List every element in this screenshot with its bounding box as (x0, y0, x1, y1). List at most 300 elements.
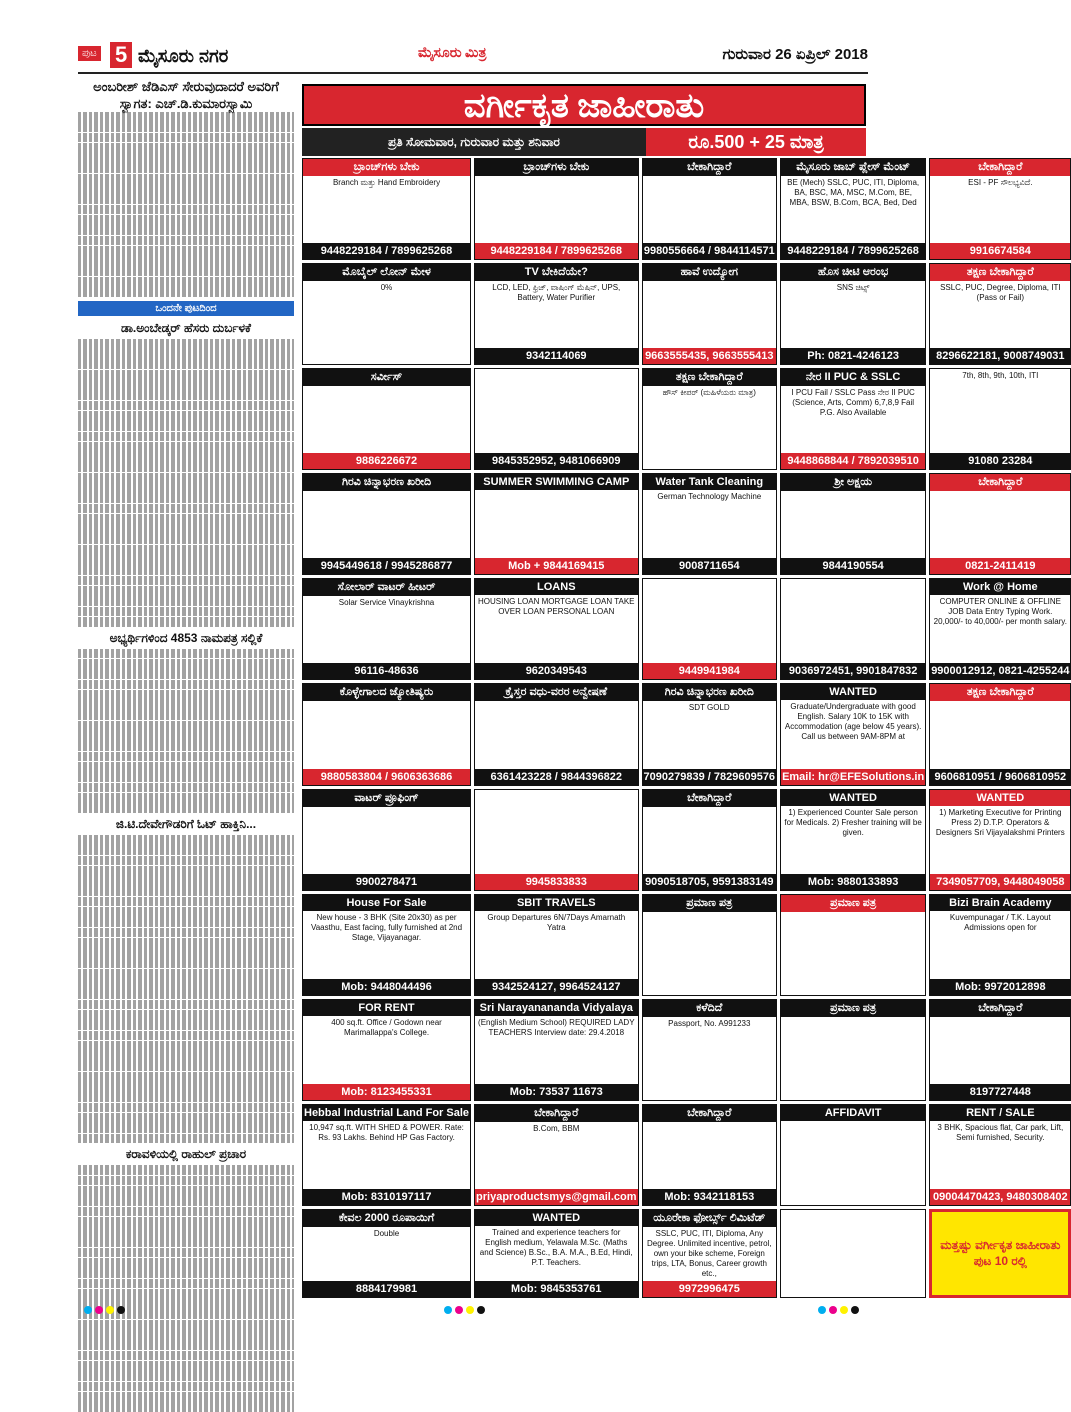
ad-title: TV ಬೇಕಿದೆಯೇ? (475, 264, 638, 281)
ad-body (643, 1122, 777, 1189)
ad-contact: Mob: 9448044496 (303, 979, 470, 995)
classified-ad (642, 368, 778, 470)
article-text-line (78, 783, 294, 793)
ad-body (930, 1017, 1070, 1084)
article-text-line (78, 359, 294, 369)
ad-contact: 8197727448 (930, 1084, 1070, 1100)
ad-body (643, 579, 777, 663)
article-text-line (78, 483, 294, 493)
ad-contact: Mob: 9342118153 (643, 1189, 777, 1205)
ad-title: WANTED (781, 684, 925, 700)
ad-body: Double (373, 1228, 400, 1238)
ad-contact: Mob: 9972012898 (930, 979, 1070, 995)
ad-title: Water Tank Cleaning (643, 474, 777, 490)
ad-body (643, 176, 777, 243)
ad-contact: Mob + 9844169415 (475, 558, 638, 574)
classified-ad (302, 999, 471, 1101)
ad-contact: 09004470423, 9480308402 (930, 1189, 1070, 1205)
ad-title: ವಾಟರ್ ಪ್ರೂಫಿಂಗ್ (303, 790, 470, 807)
article-text-line (78, 1361, 294, 1371)
article-text-line (78, 969, 294, 979)
ad-contact: 9945833833 (475, 874, 638, 890)
article-text-line (78, 1371, 294, 1381)
article-text-line (78, 411, 294, 421)
ad-contact: 9448229184 / 7899625268 (781, 243, 925, 259)
article-text-line (78, 803, 294, 813)
article-text-line (78, 545, 294, 555)
article-text-line (78, 710, 294, 720)
ad-title: ಹೊಸ ಚೀಟಿ ಆರಂಭ (781, 264, 925, 281)
continued-from-front-label: ಒಂದನೇ ಪುಟದಿಂದ (78, 301, 294, 316)
ad-title: House For Sale (303, 895, 470, 911)
classified-ad (302, 683, 471, 785)
ad-body: (English Medium School) REQUIRED LADY TEACHERS Interview date: 29.4.2018 (478, 1017, 635, 1037)
article-text-line (78, 462, 294, 472)
ad-contact: priyaproductsmys@gmail.com (476, 1190, 637, 1203)
article-text-line (78, 287, 294, 297)
ad-title: ನೇರ II PUC & SSLC (781, 369, 925, 386)
classifieds-title: ವರ್ಗೀಕೃತ ಜಾಹೀರಾತು (302, 84, 866, 126)
article-text-line (78, 225, 294, 235)
page-badge: ಪುಟ (78, 46, 101, 61)
ad-contact: 8884179981 (303, 1281, 470, 1297)
classified-ad (302, 1104, 471, 1206)
ad-title: Work @ Home (930, 579, 1070, 595)
ad-contact: Mob: 9880133893 (781, 874, 925, 890)
article-text-line (78, 266, 294, 276)
article-text-line (78, 948, 294, 958)
ad-body: German Technology Machine (657, 492, 762, 502)
article-text-line (78, 1279, 294, 1289)
article-text-line (78, 741, 294, 751)
ad-body (781, 912, 925, 995)
ad-title: ಕ್ರೈಸ್ತರ ವಧು-ವರರ ಅನ್ವೇಷಣೆ (475, 684, 638, 701)
ad-contact: Mob: 73537 11673 (475, 1084, 638, 1100)
classified-ad (929, 578, 1071, 680)
article-text-line (78, 163, 294, 173)
ad-title: ಬ್ರಾಂಚ್‌ಗಳು ಬೇಕು (475, 159, 638, 176)
ad-title: ಮೈಸೂರು ಜಾಬ್ ಪ್ಲೇಸ್ ಮೆಂಟ್ (781, 159, 925, 176)
ad-body: SDT GOLD (688, 703, 730, 713)
ad-contact: 9972996475 (643, 1281, 777, 1297)
article-text-line (78, 194, 294, 204)
ad-title: ಶ್ರೀ ಅಕ್ಷಯ (781, 474, 925, 491)
ad-body (930, 491, 1070, 558)
article-text-line (78, 1092, 294, 1102)
article-text-line (78, 752, 294, 762)
article-text-line (78, 277, 294, 287)
ad-contact: 9900012912, 0821-4255244 (931, 665, 1070, 678)
article-text-line (78, 442, 294, 452)
ad-title: WANTED (781, 790, 925, 806)
classified-ad (780, 578, 926, 680)
ad-title: ಗಿರವಿ ಚಿನ್ನಾಭರಣ ಖರೀದಿ (303, 474, 470, 491)
classified-ad (780, 158, 926, 260)
article-text-line (78, 524, 294, 534)
classified-ad (474, 683, 639, 785)
article-text-line (78, 143, 294, 153)
article-text-line (78, 1289, 294, 1299)
article-text-line (78, 1351, 294, 1361)
ad-title: ಬೇಕಾಗಿದ್ದಾರೆ (475, 1105, 638, 1122)
article-text-line (78, 1041, 294, 1051)
ads-grid (302, 158, 1070, 1298)
ad-body: Graduate/Undergraduate with good English. Salary 10K to 15K with Accommodation (age below 45 years). Call us between 9AM-8PM at (784, 702, 922, 742)
ad-contact: 9980556664 / 9844114571 (643, 245, 775, 258)
classified-ad (642, 894, 778, 996)
ad-contact: 9090518705, 9591383149 (643, 874, 777, 890)
classified-ad (302, 578, 471, 680)
article-text-line (78, 938, 294, 948)
ad-contact: 9845352952, 9481066909 (475, 453, 638, 469)
article-text-line (78, 421, 294, 431)
ad-body (475, 176, 638, 243)
article-text-line (78, 958, 294, 968)
article-text-line (78, 1227, 294, 1237)
article-text-line (78, 1196, 294, 1206)
article-text-line (78, 1237, 294, 1247)
article-text-line (78, 380, 294, 390)
classifieds-banner (302, 84, 866, 156)
ad-contact: 9844190554 (781, 558, 925, 574)
classified-ad (929, 999, 1071, 1101)
classified-ad (780, 683, 926, 785)
article-text-line (78, 256, 294, 266)
article-text-line (78, 586, 294, 596)
ad-contact: 9606810951 / 9606810952 (930, 769, 1070, 785)
article-text-line (78, 1217, 294, 1227)
ad-title: RENT / SALE (930, 1105, 1070, 1121)
article-text-line (78, 1000, 294, 1010)
newspaper-logo: ಮೈಸೂರು ಮಿತ್ರ (418, 46, 487, 61)
ad-contact: Email: hr@EFESolutions.in (782, 770, 925, 783)
ad-title: ಬೇಕಾಗಿದ್ದಾರೆ (930, 1000, 1070, 1017)
ad-title: ಹಾವೆ ಉದ್ಯೋಗ (643, 264, 777, 281)
headline-rahul-campaign: ಕರಾವಳಿಯಲ್ಲಿ ರಾಹುಲ್ ಪ್ರಚಾರ (125, 1147, 247, 1162)
ad-body (643, 807, 777, 874)
classified-ad (302, 158, 471, 260)
article-text-line (78, 917, 294, 927)
ad-contact: 9663555435, 9663555413 (643, 348, 777, 364)
ad-body: ಹೌಸ್ ಕೀಪರ್ (ಮಹಿಳೆಯರು ಮಾತ್ರ) (662, 388, 756, 398)
classified-ad (780, 473, 926, 575)
ad-title: FOR RENT (303, 1000, 470, 1016)
article-text-line (78, 659, 294, 669)
article-text-line (78, 649, 294, 659)
ad-title: ಮೊಬೈಲ್ ಲೋನ್ ಮೇಳ (303, 264, 470, 281)
article-text-line (78, 174, 294, 184)
article-text-line (78, 1320, 294, 1330)
ad-contact: 9448868844 / 7892039510 (781, 453, 925, 469)
ad-title: ಬೇಕಾಗಿದ್ದಾರೆ (643, 790, 777, 807)
classified-ad (780, 1104, 926, 1206)
classified-ad (929, 368, 1071, 470)
ad-title: ಬ್ರಾಂಚ್‌ಗಳು ಬೇಕು (303, 159, 470, 176)
ad-title: ಪ್ರಮಾಣ ಪತ್ರ (643, 895, 777, 912)
article-text-line (78, 1082, 294, 1092)
news-column (78, 78, 294, 1296)
ad-body: Trained and experience teachers for English medium, Yelawala M.Sc. (Maths and Science) B.Sc., B.A. M.A., B.Ed, Hindi, P.T. Teachers. (479, 1227, 633, 1267)
ad-body (781, 579, 925, 663)
ad-title: Hebbal Industrial Land For Sale (304, 1106, 470, 1119)
ad-body: SSLC, PUC, ITI, Diploma, Any Degree. Unlimited incentive, petrol, own your bike scheme, Foreign trips, LTA, Bonus, Career growth etc., (647, 1228, 772, 1278)
article-text-line (78, 1072, 294, 1082)
article-text-line (78, 845, 294, 855)
ad-body (475, 369, 638, 453)
article-text-line (78, 1061, 294, 1071)
article-text-line (78, 1340, 294, 1350)
article-text-line (78, 1258, 294, 1268)
ad-body: 1) Marketing Executive for Printing Press 2) D.T.P. Operators & Designers Sri Vijayalakshmi Printers (935, 807, 1065, 837)
article-text-line (78, 700, 294, 710)
ad-title: ಬೇಕಾಗಿದ್ದಾರೆ (643, 1105, 777, 1122)
article-text-line (78, 1051, 294, 1061)
ad-body (643, 281, 777, 348)
ad-body: Group Departures 6N/7Days Amarnath Yatra (487, 912, 626, 932)
article-text-line (78, 596, 294, 606)
ad-body: I PCU Fail / SSLC Pass ನೇರ II PUC (Science, Arts, Comm) 6,7,8,9 Fail P.G. Also Available (791, 388, 915, 418)
article-text-line (78, 1123, 294, 1133)
classified-ad (302, 894, 471, 996)
ad-body (303, 386, 470, 453)
ad-body (781, 1210, 925, 1297)
classified-ad (474, 473, 639, 575)
ad-title: WANTED (475, 1210, 638, 1226)
ad-body: New house - 3 BHK (Site 20x30) as per Vaasthu, East facing, fully furnished at 2nd Stage, Vijayanagar. (310, 912, 463, 942)
classified-ad (302, 789, 471, 891)
classifieds-days: ಪ್ರತಿ ಸೋಮವಾರ, ಗುರುವಾರ ಮತ್ತು ಶನಿವಾರ (302, 128, 646, 156)
ad-contact: 0821-2411419 (930, 558, 1070, 574)
article-text-line (78, 690, 294, 700)
article-text-line (78, 1207, 294, 1217)
ad-contact: 9036972451, 9901847832 (781, 663, 925, 679)
headline-main: ಅಂಬರೀಶ್ ಜೆಡಿಎಸ್ ಸೇರುವುದಾದರೆ ಅವರಿಗೆ ಸ್ವಾಗತ: ಎಚ್.ಡಿ.ಕುಮಾರಸ್ವಾಮಿ (93, 79, 279, 111)
print-registration-marks-right (818, 1306, 878, 1316)
classified-ad (929, 1209, 1071, 1298)
article-text-line (78, 1186, 294, 1196)
article-text-line (78, 493, 294, 503)
ad-title: WANTED (930, 790, 1070, 806)
ad-body: 3 BHK, Spacious flat, Car park, Lift, Semi furnished, Security. (937, 1122, 1064, 1142)
article-text-line (78, 669, 294, 679)
classified-ad (929, 789, 1071, 891)
classified-ad (642, 1104, 778, 1206)
ad-contact: 9620349543 (475, 663, 638, 679)
ad-title: ತಕ್ಷಣ ಬೇಕಾಗಿದ್ದಾರೆ (643, 369, 777, 386)
ad-title: ಗಿರವಿ ಚಿನ್ನಾಭರಣ ಖರೀದಿ (643, 684, 777, 701)
ad-contact: 91080 23284 (930, 453, 1070, 469)
ad-contact: Mob: 8123455331 (303, 1084, 470, 1100)
classified-ad (642, 473, 778, 575)
article-text-line (78, 886, 294, 896)
classified-ad (929, 263, 1071, 365)
ad-body (643, 912, 777, 995)
article-text-line (78, 835, 294, 845)
ad-title: ಪ್ರಮಾಣ ಪತ್ರ (781, 895, 925, 912)
ad-body (303, 807, 470, 874)
article-text-line (78, 1103, 294, 1113)
classified-ad (780, 999, 926, 1101)
article-text-line (78, 401, 294, 411)
issue-date: ಗುರುವಾರ 26 ಏಪ್ರಿಲ್ 2018 (722, 46, 868, 63)
ad-contact: 9342524127, 9964524127 (475, 979, 638, 995)
ad-body: Branch ಮತ್ತು Hand Embroidery (332, 178, 441, 187)
ad-body: SSLC, PUC, Degree, Diploma, ITI (Pass or Fail) (940, 283, 1061, 303)
classified-ad (302, 1209, 471, 1298)
article-text-line (78, 1010, 294, 1020)
classified-ad (642, 789, 778, 891)
page-header (78, 42, 868, 74)
ad-contact: 9900278471 (303, 874, 470, 890)
ad-title: ಕೊಳ್ಳೇಗಾಲದ ಜ್ಯೋತಿಷ್ಯರು (303, 684, 470, 701)
classified-ad (642, 263, 778, 365)
classified-ad (474, 789, 639, 891)
ad-body: SNS ಚಿಟ್ಸ್ (836, 283, 870, 293)
ad-title: AFFIDAVIT (781, 1105, 925, 1121)
ad-body: BE (Mech) SSLC, PUC, ITI, Diploma, BA, BSC, MA, MSC, M.Com, BE, MBA, BSW, B.Com, BCA, Bed, Ded (787, 178, 920, 207)
ad-contact: 8296622181, 9008749031 (930, 348, 1070, 364)
ad-title: ಸೋಲಾರ್ ವಾಟರ್ ಹೀಟರ್ (303, 579, 470, 596)
article-text-line (78, 504, 294, 514)
article-text-line (78, 617, 294, 627)
article-text-line (78, 184, 294, 194)
ad-contact: 96116-48636 (303, 663, 470, 679)
article-text-line (78, 1020, 294, 1030)
article-text-line (78, 721, 294, 731)
classified-ad (302, 263, 471, 365)
article-text-line (78, 928, 294, 938)
ad-title: ಯೂರೇಕಾ ಫೋರ್ಬ್ಸ್ ಲಿಮಿಟೆಡ್ (643, 1210, 777, 1227)
headline-nominations: ಅಭ್ಯರ್ಥಿಗಳಿಂದ 4853 ನಾಮಪತ್ರ ಸಲ್ಲಿಕೆ (109, 630, 263, 645)
classified-ad (929, 894, 1071, 996)
ad-title: ಕಳೆದಿದೆ (643, 1000, 777, 1017)
ad-contact: 9448229184 / 7899625268 (303, 243, 470, 259)
classified-ad (780, 894, 926, 996)
ad-title: ತಕ್ಷಣ ಬೇಕಾಗಿದ್ದಾರೆ (930, 264, 1070, 281)
classified-ad (929, 683, 1071, 785)
article-text-line (78, 534, 294, 544)
article-text-line (78, 432, 294, 442)
article-text-line (78, 246, 294, 256)
ad-contact: 9342114069 (475, 348, 638, 364)
article-text-line (78, 1248, 294, 1258)
article-text-line (78, 236, 294, 246)
article-text-line (78, 370, 294, 380)
article-text-line (78, 1031, 294, 1041)
ad-body: COMPUTER ONLINE & OFFLINE JOB Data Entry Typing Work. 20,000/- to 40,000/- per month salary. (933, 597, 1067, 627)
ad-body: LCD, LED, ಫ್ರಿಜ್, ವಾಷಿಂಗ್ ಮೆಷಿನ್, UPS, Battery, Water Purifier (492, 283, 621, 303)
ad-title: Sri Narayanananda Vidyalaya (475, 1000, 638, 1016)
article-text-line (78, 1165, 294, 1175)
ad-title: ಬೇಕಾಗಿದ್ದಾರೆ (930, 159, 1070, 176)
article-text-line (78, 772, 294, 782)
ad-title: ಸರ್ವೀಸ್ (303, 369, 470, 386)
classified-ad (642, 158, 778, 260)
ad-contact: Mob: 8310197117 (303, 1189, 470, 1205)
classified-ad (780, 1209, 926, 1298)
article-text-line (78, 989, 294, 999)
article-text-line (78, 514, 294, 524)
classified-ad (642, 683, 778, 785)
classified-ad (780, 368, 926, 470)
ad-body (781, 1017, 925, 1100)
article-text-line (78, 122, 294, 132)
article-text-line (78, 876, 294, 886)
ad-body: 10,947 sq.ft. WITH SHED & POWER. Rate: Rs. 93 Lakhs. Behind HP Gas Factory. (309, 1122, 464, 1142)
ad-body (930, 701, 1070, 768)
classified-ad (642, 999, 778, 1101)
article-text-line (78, 907, 294, 917)
ad-contact: 7090279839 / 7829609576 (643, 770, 776, 783)
article-text-line (78, 607, 294, 617)
ad-body: Passport, No. A991233 (668, 1018, 751, 1028)
article-text-line (78, 1113, 294, 1123)
article-text-line (78, 153, 294, 163)
ad-contact: 7349057709, 9448049058 (930, 874, 1070, 890)
ad-contact: 9449941984 (643, 663, 777, 679)
classified-ad (302, 368, 471, 470)
print-registration-marks-center (444, 1306, 504, 1316)
ad-body: ESI - PF ಸೌಲಭ್ಯವಿದೆ. (968, 178, 1033, 187)
article-text-line (78, 349, 294, 359)
ad-title: SBIT TRAVELS (475, 895, 638, 911)
article-text-line (78, 473, 294, 483)
section-title: ಮೈಸೂರು ನಗರ (138, 46, 229, 66)
article-text-line (78, 1330, 294, 1340)
article-text-line (78, 390, 294, 400)
ad-body (475, 701, 638, 768)
ad-contact: 9008711654 (643, 558, 777, 574)
classified-ad (780, 789, 926, 891)
classified-ad (929, 473, 1071, 575)
article-text-line (78, 1176, 294, 1186)
ad-body: 7th, 8th, 9th, 10th, ITI (962, 371, 1039, 381)
article-text-line (78, 856, 294, 866)
article-text-line (78, 866, 294, 876)
ad-body: 0% (380, 283, 393, 293)
ad-contact: 9945449618 / 9945286877 (303, 558, 470, 574)
ad-title: SUMMER SWIMMING CAMP (475, 474, 638, 490)
ad-body (781, 1121, 925, 1205)
article-text-line (78, 793, 294, 803)
article-text-line (78, 215, 294, 225)
ad-contact: 6361423228 / 9844396822 (475, 769, 638, 785)
ad-contact: Ph: 0821-4246123 (781, 348, 925, 364)
ad-body (475, 490, 638, 558)
ad-title: ಬೇಕಾಗಿದ್ದಾರೆ (643, 159, 777, 176)
ad-contact: 9880583804 / 9606363686 (303, 769, 470, 785)
ad-body: Kuvempunagar / T.K. Layout Admissions open for (949, 912, 1051, 932)
article-text-line (78, 1392, 294, 1402)
ad-body: 400 sq.ft. Office / Godown near Marimallappa's College. (331, 1017, 442, 1037)
ad-contact: Mob: 9845353761 (475, 1281, 638, 1297)
page-number: 5 (110, 42, 132, 68)
headline-gt-devegowda: ಜಿ.ಟಿ.ದೇವೇಗೌಡರಿಗೆ ಓಟ್ ಹಾಕ್ತಿನಿ... (115, 816, 257, 831)
classified-ad (474, 158, 639, 260)
ad-title: ಬೇಕಾಗಿದ್ದಾರೆ (930, 474, 1070, 491)
article-text-line (78, 897, 294, 907)
article-text-line (78, 1402, 294, 1412)
article-text-line (78, 762, 294, 772)
article-text-line (78, 339, 294, 349)
ad-body: ಮತ್ತಷ್ಟು ವರ್ಗೀಕೃತ ಜಾಹೀರಾತು ಪುಟ 10 ರಲ್ಲಿ (940, 1238, 1061, 1269)
article-text-line (78, 1382, 294, 1392)
article-text-line (78, 680, 294, 690)
ad-body (303, 701, 470, 768)
classifieds-price: ರೂ.500 + 25 ಮಾತ್ರ (646, 128, 866, 156)
ad-body: HOUSING LOAN MORTGAGE LOAN TAKE OVER LOAN PERSONAL LOAN (478, 597, 635, 617)
ad-title: ಪ್ರಮಾಣ ಪತ್ರ (781, 1000, 925, 1017)
